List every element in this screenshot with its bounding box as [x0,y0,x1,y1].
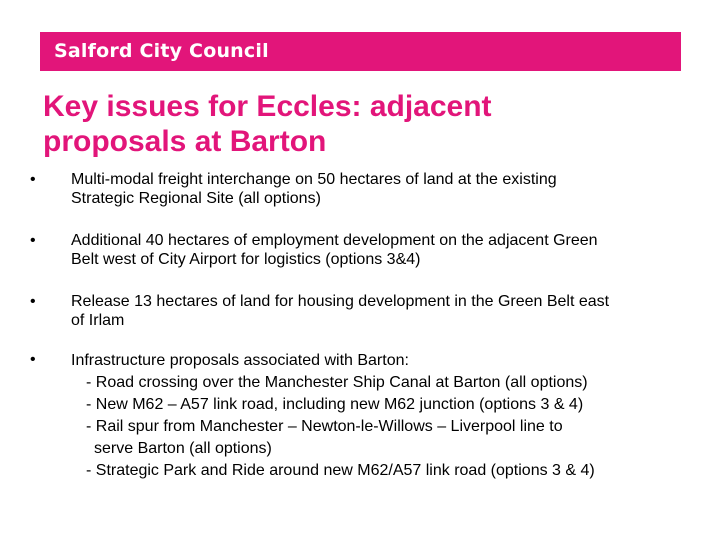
slide-title [43,89,683,159]
council-name: Salford City Council [54,40,269,62]
title-line: Key issues for Eccles: adjacent [43,90,492,123]
sub-item-text: - Rail spur from Manchester – Newton-le-Willows – Liverpool line to [86,418,563,435]
bullet-marker: • [30,351,36,368]
sub-item-text: - Road crossing over the Manchester Ship Canal at Barton (all options) [86,374,588,391]
bullet-marker: • [30,232,36,249]
bullet-text: of Irlam [71,312,125,329]
title-line: proposals at Barton [43,125,327,158]
bullet-text: Infrastructure proposals associated with Barton: [71,352,409,369]
bullet-marker: • [30,293,36,310]
bullet-text: Release 13 hectares of land for housing development in the Green Belt east [71,293,610,310]
sub-item-text: serve Barton (all options) [94,440,272,457]
bullet-marker: • [30,171,36,188]
council-header-banner [40,32,681,71]
bullet-text: Multi-modal freight interchange on 50 hectares of land at the existing [71,171,557,188]
sub-item-text: - New M62 – A57 link road, including new M62 junction (options 3 & 4) [86,396,584,413]
bullet-text: Belt west of City Airport for logistics (options 3&4) [71,251,421,268]
bullet-text: Additional 40 hectares of employment development on the adjacent Green [71,232,598,249]
sub-item-text: - Strategic Park and Ride around new M62/A57 link road (options 3 & 4) [86,462,595,479]
bullet-text: Strategic Regional Site (all options) [71,190,321,207]
